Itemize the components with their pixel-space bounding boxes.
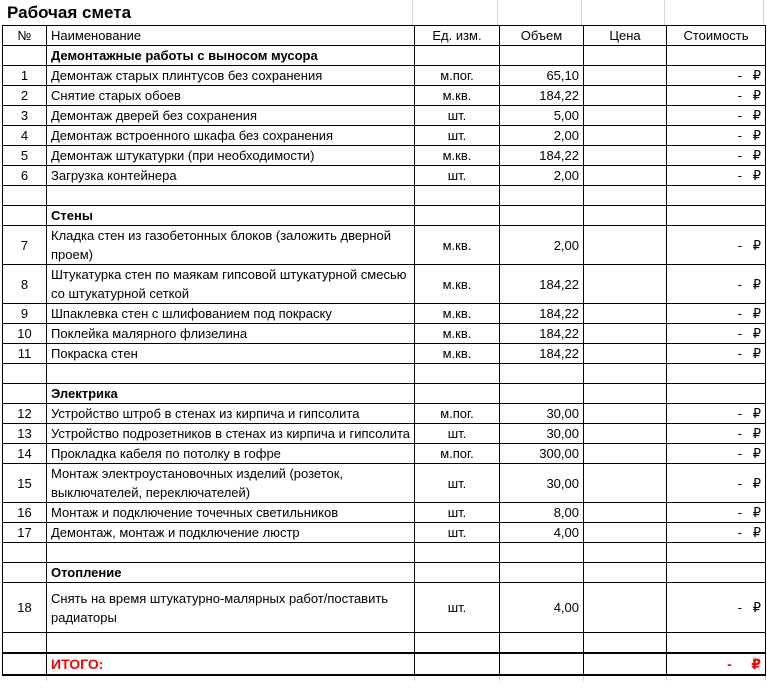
cell-unit[interactable]: м.пог. (415, 404, 500, 424)
cell-name[interactable]: Демонтаж старых плинтусов без сохранения (47, 66, 415, 86)
cell-qty[interactable]: 5,00 (500, 106, 584, 126)
cell-unit[interactable]: шт. (415, 503, 500, 523)
cell-qty[interactable]: 30,00 (500, 424, 584, 444)
cell-cost[interactable] (667, 206, 766, 226)
column-header-unit[interactable]: Ед. изм. (415, 26, 500, 46)
cell-num[interactable] (3, 186, 47, 206)
cell-price[interactable] (584, 304, 667, 324)
cell-cost[interactable]: - ₽ (667, 126, 766, 146)
cell-name[interactable]: Устройство подрозетников в стенах из кирпича и гипсолита (47, 424, 415, 444)
cell-num[interactable]: 5 (3, 146, 47, 166)
cell-num[interactable] (3, 384, 47, 404)
cell-qty[interactable] (500, 186, 584, 206)
cell-cost[interactable]: - ₽ (667, 146, 766, 166)
cell-cost[interactable] (667, 563, 766, 583)
column-header-price[interactable]: Цена (584, 26, 667, 46)
cell-unit[interactable]: м.кв. (415, 265, 500, 304)
cell-cost[interactable] (667, 364, 766, 384)
cell-num[interactable] (3, 206, 47, 226)
cell-qty[interactable]: 2,00 (500, 126, 584, 146)
table-row (3, 166, 766, 186)
column-header-qty[interactable]: Объем (500, 26, 584, 46)
cell-qty[interactable] (500, 206, 584, 226)
column-header-num[interactable]: № (3, 26, 47, 46)
cell-num[interactable] (3, 46, 47, 66)
cell-unit[interactable]: м.кв. (415, 86, 500, 106)
cell-price[interactable] (584, 344, 667, 364)
cell-price[interactable] (584, 324, 667, 344)
cell-name[interactable] (47, 633, 415, 654)
table-row (3, 384, 766, 404)
table-row (3, 503, 766, 523)
cell-unit[interactable]: м.кв. (415, 324, 500, 344)
cell-unit[interactable] (415, 633, 500, 654)
cell-price[interactable] (584, 464, 667, 503)
cell-num[interactable]: 3 (3, 106, 47, 126)
cell-name[interactable]: Демонтаж штукатурки (при необходимости) (47, 146, 415, 166)
cell-price[interactable] (584, 66, 667, 86)
table-row (3, 364, 766, 384)
total-qty-cell[interactable] (500, 653, 584, 675)
cell-unit[interactable]: м.кв. (415, 226, 500, 265)
column-header-name[interactable]: Наименование (47, 26, 415, 46)
cell-num[interactable]: 4 (3, 126, 47, 146)
cell-qty[interactable]: 4,00 (500, 583, 584, 633)
cell-cost[interactable] (667, 186, 766, 206)
cell-cost[interactable] (667, 46, 766, 66)
cell-price[interactable] (584, 563, 667, 583)
cell-cost[interactable] (667, 384, 766, 404)
cell-unit[interactable]: шт. (415, 523, 500, 543)
gridline (497, 0, 498, 25)
cell-qty[interactable] (500, 563, 584, 583)
gridline (583, 676, 584, 681)
cell-unit[interactable]: м.кв. (415, 344, 500, 364)
cell-unit[interactable]: шт. (415, 583, 500, 633)
cell-price[interactable] (584, 543, 667, 563)
cell-unit[interactable] (415, 543, 500, 563)
cell-name[interactable]: Монтаж и подключение точечных светильников (47, 503, 415, 523)
cell-name[interactable]: Шпаклевка стен с шлифованием под покраску (47, 304, 415, 324)
cell-qty[interactable]: 184,22 (500, 265, 584, 304)
cell-price[interactable] (584, 384, 667, 404)
gridline (499, 676, 500, 681)
cell-price[interactable] (584, 86, 667, 106)
cell-cost[interactable]: - ₽ (667, 424, 766, 444)
total-label-cell[interactable]: ИТОГО: (47, 653, 415, 675)
cell-cost[interactable]: - ₽ (667, 523, 766, 543)
gridline (664, 0, 665, 25)
cell-name[interactable]: Устройство штроб в стенах из кирпича и гипсолита (47, 404, 415, 424)
sheet-title[interactable]: Рабочая смета (7, 3, 132, 22)
cell-qty[interactable]: 184,22 (500, 86, 584, 106)
cell-unit[interactable] (415, 46, 500, 66)
cell-num[interactable]: 1 (3, 66, 47, 86)
cell-price[interactable] (584, 146, 667, 166)
table-row (3, 523, 766, 543)
cell-qty[interactable]: 30,00 (500, 464, 584, 503)
cell-price[interactable] (584, 265, 667, 304)
cell-qty[interactable]: 184,22 (500, 304, 584, 324)
cell-price[interactable] (584, 523, 667, 543)
cell-qty[interactable] (500, 46, 584, 66)
table-row (3, 66, 766, 86)
cell-cost[interactable] (667, 543, 766, 563)
cell-name[interactable]: Снятие старых обоев (47, 86, 415, 106)
cell-qty[interactable]: 65,10 (500, 66, 584, 86)
cell-cost[interactable] (667, 633, 766, 654)
cell-cost[interactable]: - ₽ (667, 404, 766, 424)
cell-cost[interactable]: - ₽ (667, 265, 766, 304)
cell-num[interactable]: 9 (3, 304, 47, 324)
cell-qty[interactable]: 184,22 (500, 344, 584, 364)
gridline (581, 0, 582, 25)
cell-unit[interactable] (415, 364, 500, 384)
cell-unit[interactable]: шт. (415, 106, 500, 126)
cell-price[interactable] (584, 186, 667, 206)
cell-unit[interactable]: м.кв. (415, 146, 500, 166)
cell-price[interactable] (584, 583, 667, 633)
table-row (3, 206, 766, 226)
cell-unit[interactable]: шт. (415, 464, 500, 503)
table-row (3, 86, 766, 106)
cell-num[interactable]: 15 (3, 464, 47, 503)
gridline (412, 0, 413, 25)
cell-num[interactable]: 12 (3, 404, 47, 424)
table-row (3, 543, 766, 563)
total-unit-cell[interactable] (415, 653, 500, 675)
cell-name[interactable]: Поклейка малярного флизелина (47, 324, 415, 344)
cell-num[interactable]: 13 (3, 424, 47, 444)
estimate-table (2, 25, 766, 676)
cell-name[interactable] (47, 186, 415, 206)
cell-qty[interactable]: 2,00 (500, 166, 584, 186)
cell-price[interactable] (584, 503, 667, 523)
cell-num[interactable]: 17 (3, 523, 47, 543)
table-row (3, 444, 766, 464)
table-row (3, 344, 766, 364)
cell-name[interactable] (47, 364, 415, 384)
cell-qty[interactable]: 4,00 (500, 523, 584, 543)
cell-cost[interactable]: - ₽ (667, 503, 766, 523)
table-row (3, 304, 766, 324)
cell-price[interactable] (584, 46, 667, 66)
table-row (3, 424, 766, 444)
cell-unit[interactable] (415, 186, 500, 206)
cell-name[interactable] (47, 543, 415, 563)
table-row (3, 186, 766, 206)
cell-cost[interactable]: - ₽ (667, 166, 766, 186)
cell-qty[interactable]: 184,22 (500, 324, 584, 344)
cell-cost[interactable]: - ₽ (667, 304, 766, 324)
table-row (3, 46, 766, 66)
cell-qty[interactable]: 30,00 (500, 404, 584, 424)
cell-cost[interactable]: - ₽ (667, 324, 766, 344)
cell-price[interactable] (584, 404, 667, 424)
cell-unit[interactable] (415, 384, 500, 404)
cell-num[interactable]: 14 (3, 444, 47, 464)
table-row (3, 265, 766, 304)
total-num-cell[interactable] (3, 653, 47, 675)
cell-num[interactable]: 7 (3, 226, 47, 265)
cell-name[interactable]: Демонтаж встроенного шкафа без сохранения (47, 126, 415, 146)
cell-num[interactable] (3, 543, 47, 563)
cell-qty[interactable] (500, 364, 584, 384)
cell-qty[interactable]: 8,00 (500, 503, 584, 523)
cell-num[interactable]: 16 (3, 503, 47, 523)
cell-name[interactable]: Отопление (47, 563, 415, 583)
cell-num[interactable]: 11 (3, 344, 47, 364)
cell-name[interactable]: Покраска стен (47, 344, 415, 364)
total-row (3, 653, 766, 675)
cell-name[interactable]: Демонтажные работы с выносом мусора (47, 46, 415, 66)
cell-price[interactable] (584, 444, 667, 464)
table-row (3, 106, 766, 126)
cell-price[interactable] (584, 206, 667, 226)
table-row (3, 226, 766, 265)
cell-name[interactable]: Снять на время штукатурно-малярных работ/поставить радиаторы (47, 583, 415, 633)
table-row (3, 633, 766, 654)
column-header-cost[interactable]: Стоимость (667, 26, 766, 46)
cell-price[interactable] (584, 424, 667, 444)
gridline (46, 676, 47, 681)
cell-unit[interactable]: м.пог. (415, 66, 500, 86)
table-row (3, 146, 766, 166)
cell-name[interactable]: Штукатурка стен по маякам гипсовой штукатурной смесью со штукатурной сеткой (47, 265, 415, 304)
cell-qty[interactable]: 2,00 (500, 226, 584, 265)
cell-cost[interactable]: - ₽ (667, 583, 766, 633)
cell-qty[interactable] (500, 633, 584, 654)
table-row (3, 324, 766, 344)
cell-num[interactable]: 18 (3, 583, 47, 633)
cell-qty[interactable]: 300,00 (500, 444, 584, 464)
gridline (765, 676, 766, 681)
cell-unit[interactable] (415, 206, 500, 226)
estimate-table-body (3, 26, 766, 654)
cell-name[interactable]: Прокладка кабеля по потолку в гофре (47, 444, 415, 464)
cell-cost[interactable]: - ₽ (667, 66, 766, 86)
cell-cost[interactable]: - ₽ (667, 86, 766, 106)
cell-cost[interactable]: - ₽ (667, 344, 766, 364)
cell-qty[interactable] (500, 543, 584, 563)
cell-num[interactable]: 8 (3, 265, 47, 304)
cell-unit[interactable]: м.кв. (415, 304, 500, 324)
cell-num[interactable]: 10 (3, 324, 47, 344)
cell-unit[interactable]: шт. (415, 424, 500, 444)
gridline (666, 676, 667, 681)
cell-price[interactable] (584, 364, 667, 384)
cell-name[interactable]: Загрузка контейнера (47, 166, 415, 186)
cell-num[interactable]: 2 (3, 86, 47, 106)
cell-unit[interactable]: шт. (415, 126, 500, 146)
cell-unit[interactable]: шт. (415, 166, 500, 186)
cell-name[interactable]: Стены (47, 206, 415, 226)
cell-cost[interactable]: - ₽ (667, 106, 766, 126)
cell-cost[interactable]: - ₽ (667, 444, 766, 464)
gridline (414, 676, 415, 681)
bottom-gridline-strip (2, 676, 767, 681)
cell-num[interactable] (3, 563, 47, 583)
table-row (3, 404, 766, 424)
cell-price[interactable] (584, 166, 667, 186)
table-row (3, 126, 766, 146)
cell-num[interactable] (3, 633, 47, 654)
cell-num[interactable]: 6 (3, 166, 47, 186)
gridline (763, 0, 764, 25)
cell-cost[interactable]: - ₽ (667, 226, 766, 265)
total-price-cell[interactable] (584, 653, 667, 675)
cell-unit[interactable]: м.пог. (415, 444, 500, 464)
total-cost-cell[interactable]: - ₽ (667, 653, 766, 675)
table-row (3, 563, 766, 583)
cell-price[interactable] (584, 106, 667, 126)
cell-num[interactable] (3, 364, 47, 384)
cell-cost[interactable]: - ₽ (667, 464, 766, 503)
cell-price[interactable] (584, 633, 667, 654)
cell-name[interactable]: Демонтаж, монтаж и подключение люстр (47, 523, 415, 543)
cell-name[interactable]: Кладка стен из газобетонных блоков (заложить дверной проем) (47, 226, 415, 265)
cell-qty[interactable] (500, 384, 584, 404)
cell-price[interactable] (584, 226, 667, 265)
cell-unit[interactable] (415, 563, 500, 583)
table-row (3, 583, 766, 633)
cell-qty[interactable]: 184,22 (500, 146, 584, 166)
cell-name[interactable]: Монтаж электроустановочных изделий (розеток, выключателей, переключателей) (47, 464, 415, 503)
cell-name[interactable]: Электрика (47, 384, 415, 404)
table-header-row (3, 26, 766, 46)
cell-price[interactable] (584, 126, 667, 146)
cell-name[interactable]: Демонтаж дверей без сохранения (47, 106, 415, 126)
table-row (3, 464, 766, 503)
title-row (0, 0, 767, 25)
